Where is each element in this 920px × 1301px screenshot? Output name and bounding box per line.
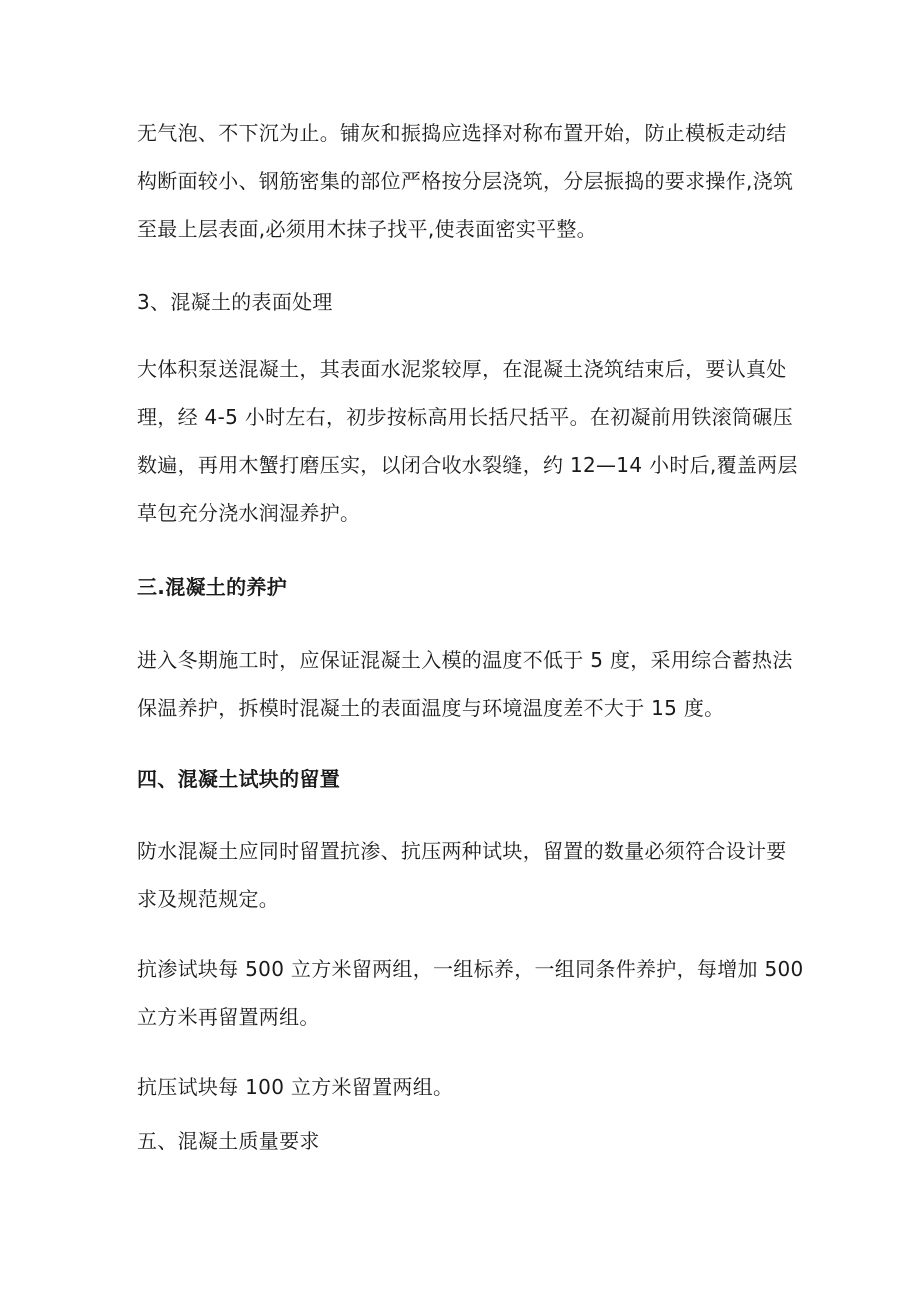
heading-curing: 三.混凝土的养护 bbox=[137, 575, 287, 599]
paragraph-line: 抗渗试块每 500 立方米留两组，一组标养，一组同条件养护，每增加 500 bbox=[137, 957, 804, 981]
paragraph-line: 立方米再留置两组。 bbox=[137, 1005, 320, 1029]
paragraph-line: 数遍，再用木蟹打磨压实，以闭合收水裂缝，约 12—14 小时后,覆盖两层 bbox=[137, 453, 798, 477]
paragraph-line: 无气泡、不下沉为止。铺灰和振捣应选择对称布置开始，防止模板走动结 bbox=[137, 121, 787, 145]
paragraph-line: 求及规范规定。 bbox=[137, 887, 280, 911]
paragraph-line: 进入冬期施工时，应保证混凝土入模的温度不低于 5 度，采用综合蓄热法 bbox=[137, 648, 793, 672]
heading-specimen: 四、混凝土试块的留置 bbox=[137, 767, 340, 791]
paragraph-specimen-requirement bbox=[137, 827, 797, 923]
heading-quality-requirements: 五、混凝土质量要求 bbox=[137, 1129, 320, 1153]
paragraph-line: 大体积泵送混凝土，其表面水泥浆较厚，在混凝土浇筑结束后，要认真处 bbox=[137, 357, 787, 381]
paragraph-surface-treatment bbox=[137, 345, 797, 537]
paragraph-line: 防水混凝土应同时留置抗渗、抗压两种试块，留置的数量必须符合设计要 bbox=[137, 839, 787, 863]
paragraph-line: 至最上层表面,必须用木抹子找平,使表面密实平整。 bbox=[137, 217, 597, 241]
paragraph-pouring-method bbox=[137, 109, 797, 253]
paragraph-line: 理，经 4-5 小时左右，初步按标高用长括尺括平。在初凝前用铁滚筒碾压 bbox=[137, 405, 793, 429]
paragraph-line: 草包充分浇水润湿养护。 bbox=[137, 501, 361, 525]
paragraph-compression-specimen: 抗压试块每 100 立方米留置两组。 bbox=[137, 1075, 454, 1099]
paragraph-line: 保温养护，拆模时混凝土的表面温度与环境温度差不大于 15 度。 bbox=[137, 696, 725, 720]
heading-surface-treatment: 3、混凝土的表面处理 bbox=[137, 290, 333, 314]
paragraph-curing bbox=[137, 636, 797, 732]
paragraph-impermeability-specimen bbox=[137, 945, 804, 1041]
paragraph-line: 构断面较小、钢筋密集的部位严格按分层浇筑，分层振捣的要求操作,浇筑 bbox=[137, 169, 794, 193]
